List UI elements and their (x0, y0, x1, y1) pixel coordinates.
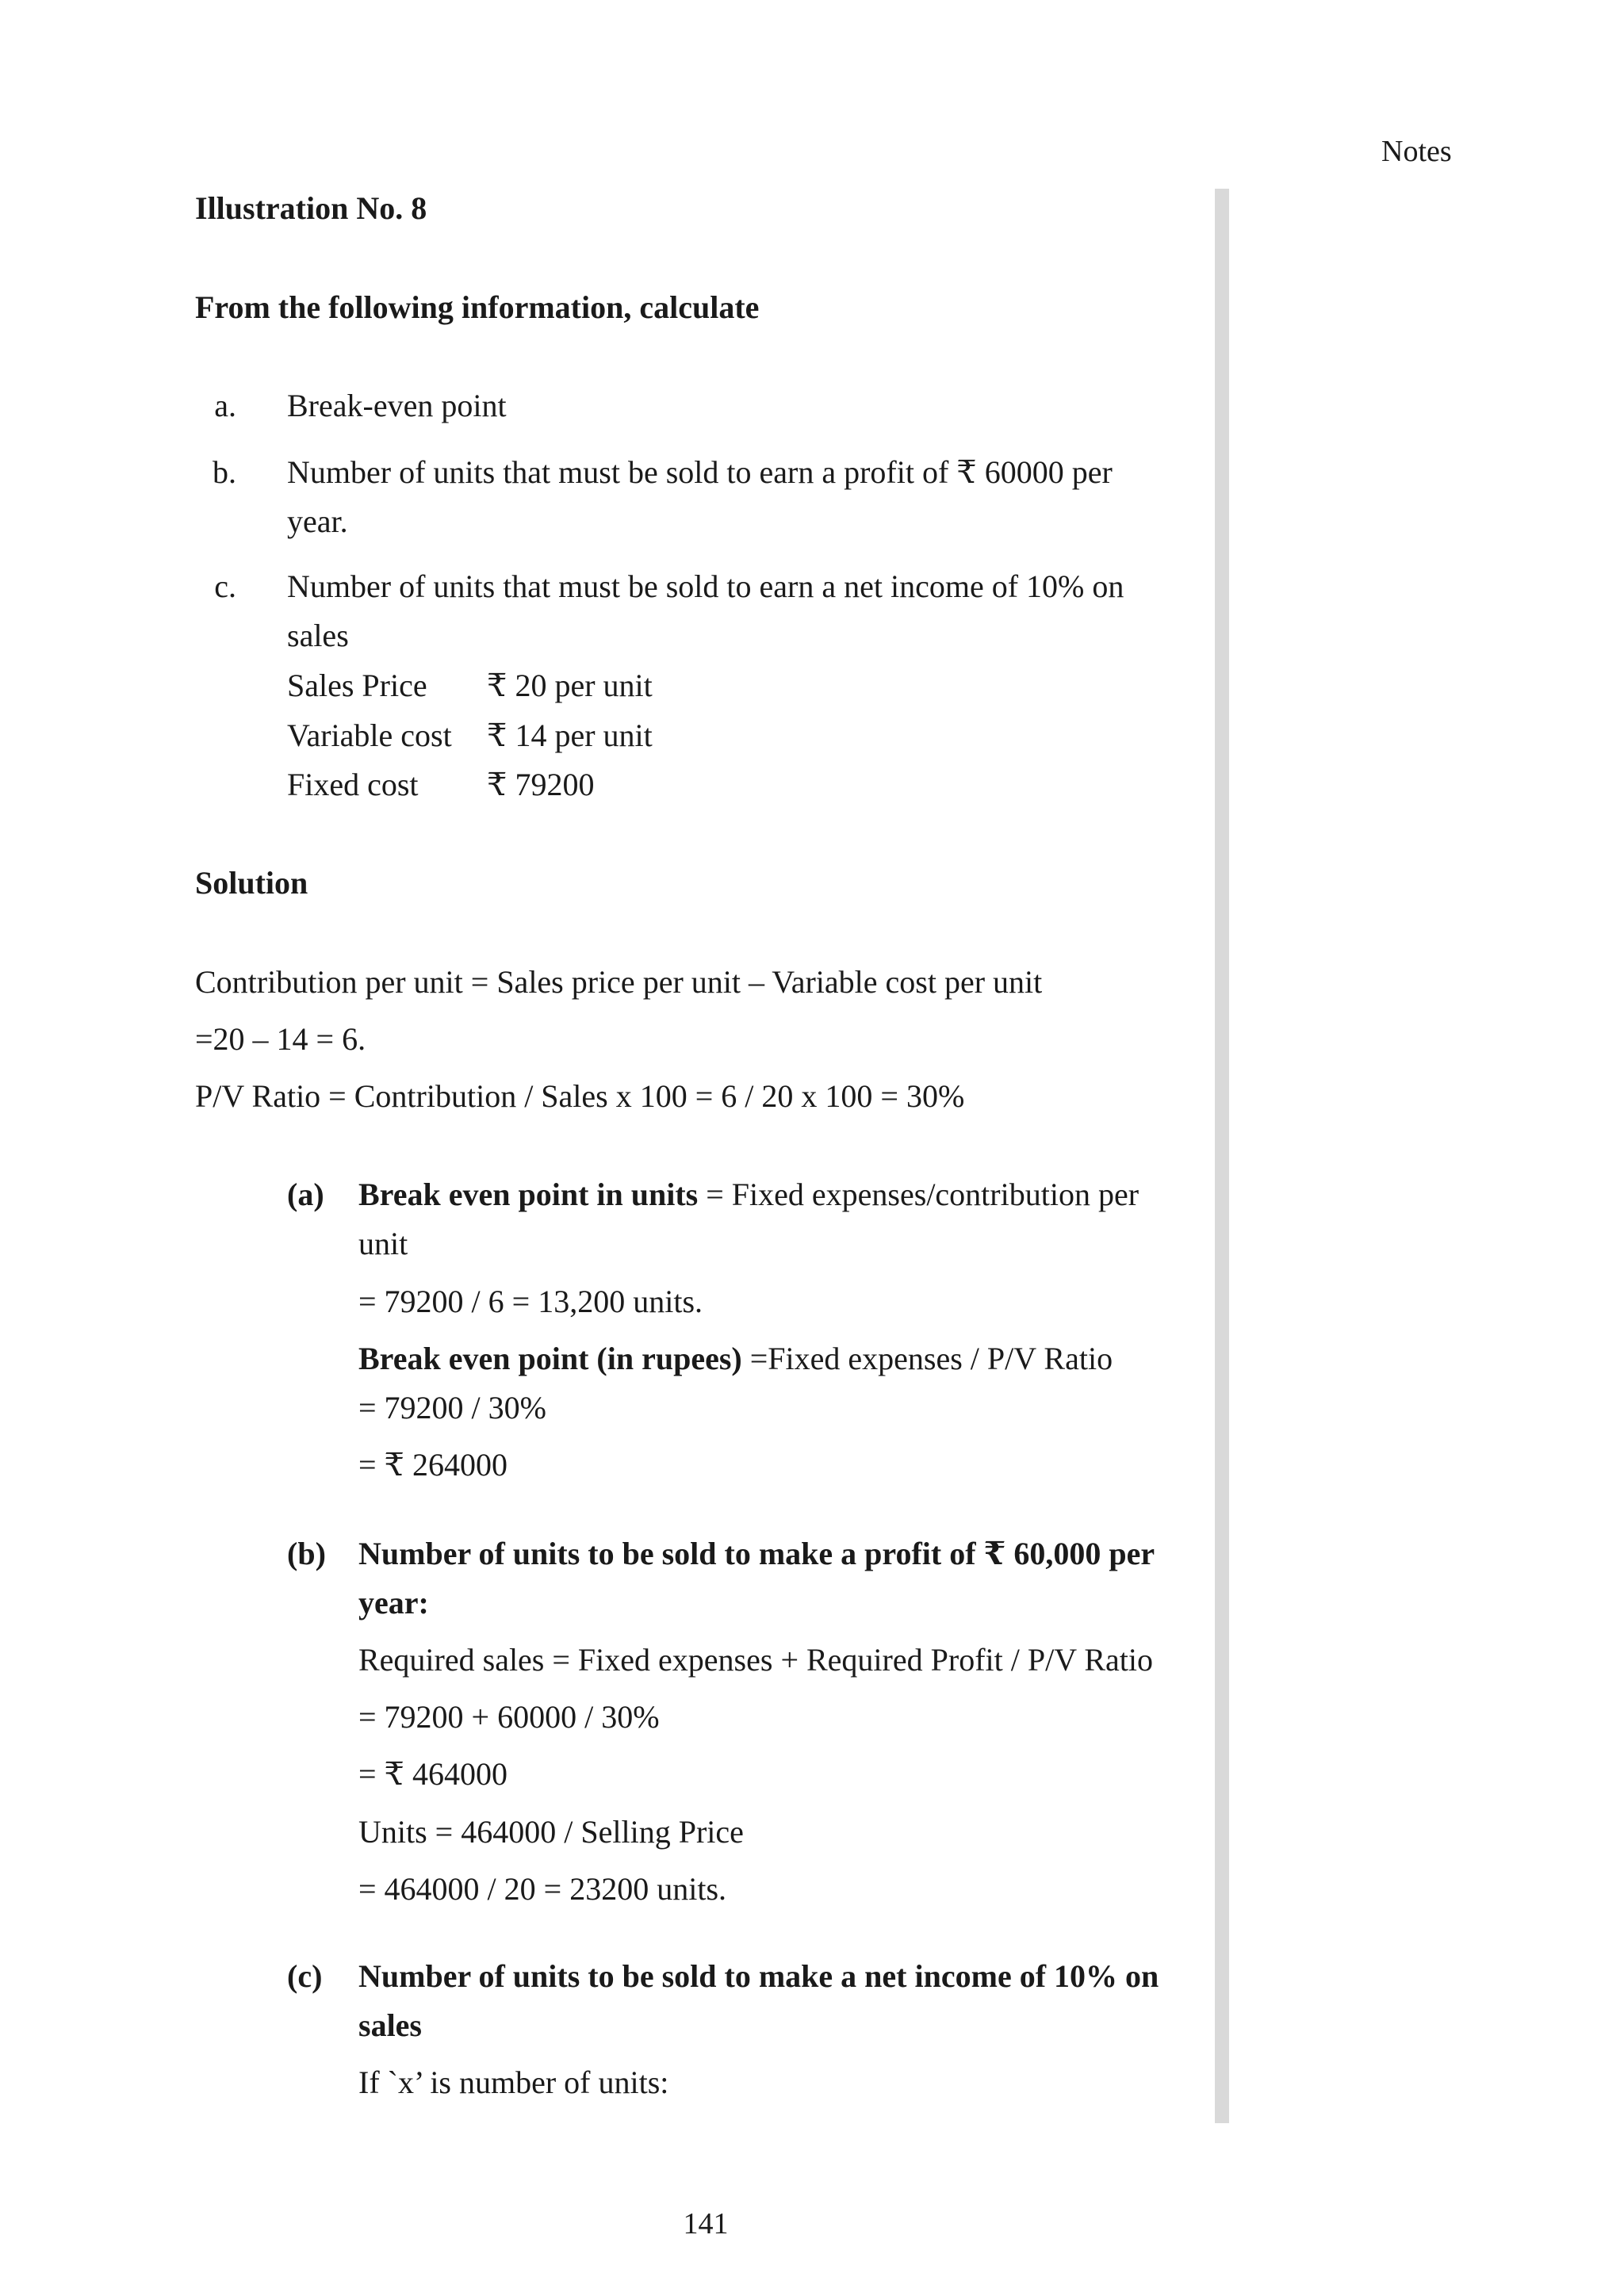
part-a-line4 (358, 1334, 1208, 1383)
part-b-letter: (b) (287, 1536, 326, 1571)
part-a-rest-line1: = Fixed expenses/contribution per (698, 1177, 1139, 1212)
given-value-fixed-cost: ₹ 79200 (487, 767, 595, 802)
page-number: 141 (683, 2207, 729, 2241)
solution-line-pv-ratio: P/V Ratio = Contribution / Sales x 100 = 6 / 20 x 100 = 30% (195, 1078, 965, 1114)
part-a-line2: unit (358, 1226, 408, 1261)
given-label-variable-cost: Variable cost (287, 718, 452, 753)
margin-divider-bar (1215, 189, 1229, 2123)
given-label-fixed-cost: Fixed cost (287, 767, 419, 802)
task-letter-a: a. (214, 388, 236, 423)
solution-line-contribution: Contribution per unit = Sales price per unit – Variable cost per unit (195, 964, 1043, 1000)
part-c-letter: (c) (287, 1958, 323, 1994)
part-a-letter: (a) (287, 1177, 324, 1212)
task-b-text-line1: Number of units that must be sold to earn a profit of ₹ 60000 per (287, 454, 1113, 490)
intro-heading: From the following information, calculate (195, 289, 760, 325)
given-value-sales-price: ₹ 20 per unit (487, 668, 653, 703)
task-b-text-line2: year. (287, 503, 348, 539)
part-a-line5: = 79200 / 30% (358, 1390, 546, 1425)
solution-line-contribution-value: =20 – 14 = 6. (195, 1021, 366, 1057)
part-a-rest-line4: =Fixed expenses / P/V Ratio (741, 1341, 1113, 1376)
part-b-line4: = 79200 + 60000 / 30% (358, 1699, 660, 1735)
solution-heading: Solution (195, 865, 308, 901)
part-a-bold-lead: Break even point in units (358, 1177, 699, 1212)
task-c-text-line1: Number of units that must be sold to earn a net income of 10% on (287, 568, 1124, 604)
part-b-line5: = ₹ 464000 (358, 1756, 508, 1792)
part-a-bold-lead2: Break even point (in rupees) (358, 1341, 742, 1376)
part-a-line6: = ₹ 264000 (358, 1447, 508, 1483)
task-a-text: Break-even point (287, 388, 507, 423)
part-c-bold-line2: sales (358, 2007, 422, 2043)
part-b-bold-line2: year: (358, 1585, 429, 1621)
given-value-variable-cost: ₹ 14 per unit (487, 718, 653, 753)
task-letter-c: c. (214, 568, 236, 604)
part-b-line6: Units = 464000 / Selling Price (358, 1814, 744, 1850)
task-c-text-line2: sales (287, 618, 349, 653)
part-b-bold-line1: Number of units to be sold to make a profit of ₹ 60,000 per (358, 1536, 1155, 1571)
part-c-line3: If `x’ is number of units: (358, 2064, 669, 2100)
part-b-line7: = 464000 / 20 = 23200 units. (358, 1871, 727, 1907)
illustration-title: Illustration No. 8 (195, 190, 427, 226)
part-c-bold-line1: Number of units to be sold to make a net income of 10% on (358, 1958, 1159, 1994)
task-letter-b: b. (213, 454, 236, 490)
part-a-line3: = 79200 / 6 = 13,200 units. (358, 1284, 703, 1319)
given-label-sales-price: Sales Price (287, 668, 427, 703)
margin-notes-label: Notes (1381, 135, 1452, 168)
part-b-line3: Required sales = Fixed expenses + Required Profit / P/V Ratio (358, 1642, 1154, 1678)
part-a-line1 (358, 1170, 1208, 1219)
